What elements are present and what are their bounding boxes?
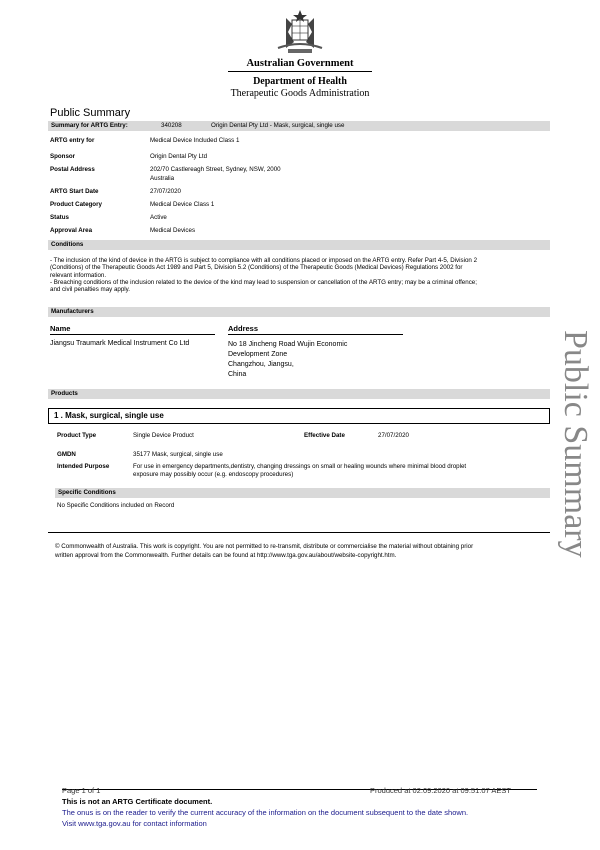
product-title: 1 . Mask, surgical, single use (54, 411, 164, 420)
intended-purpose-label: Intended Purpose (57, 463, 110, 470)
manufacturers-heading: Manufacturers (51, 308, 94, 315)
product-type-value: Single Device Product (133, 432, 194, 439)
agency-name: Therapeutic Goods Administration (230, 88, 370, 99)
conditions-line: (Conditions) of the Therapeutic Goods Act 1989 and Part 5, Division 5.2 (Conditions) of the Therapeutic Goods (Medical Devices) Regulations 2002 for (50, 264, 463, 272)
field-value-postal-address: 202/70 Castlereagh Street, Sydney, NSW, 2000 (150, 166, 281, 173)
purpose-line: exposure may possibly occur (e.g. endoscopy procedures) (133, 471, 294, 478)
field-value-status: Active (150, 214, 167, 221)
address-line: Changzhou, Jiangsu, (228, 361, 294, 368)
field-label-artg-entry-for: ARTG entry for (50, 137, 95, 144)
field-value-sponsor: Origin Dental Pty Ltd (150, 153, 208, 160)
products-bar (48, 389, 550, 399)
section-divider (48, 532, 550, 533)
name-header-underline (50, 334, 215, 335)
government-name: Australian Government (246, 58, 354, 69)
page-number: Page 1 of 1 (62, 786, 101, 795)
field-label-approval-area: Approval Area (50, 227, 93, 234)
manufacturer-name-header: Name (50, 324, 71, 333)
copyright-notice (55, 542, 473, 560)
conditions-bar (48, 240, 550, 250)
purpose-line: For use in emergency departments,dentistry, changing dressings on small or healing wounds where minimal blood droplet (133, 463, 467, 470)
intended-purpose-value (133, 463, 466, 479)
artg-entry-description: Origin Dental Pty Ltd - Mask, surgical, single use (211, 122, 345, 129)
coat-of-arms-logo (268, 8, 332, 56)
field-label-start-date: ARTG Start Date (50, 188, 99, 195)
gmdn-value: 35177 Mask, surgical, single use (133, 451, 223, 458)
address-line: No 18 Jincheng Road Wujin Economic (228, 341, 348, 348)
field-value-artg-entry-for: Medical Device Included Class 1 (150, 137, 240, 144)
side-watermark-text: Public Summary (557, 330, 594, 558)
conditions-text (50, 257, 550, 293)
field-value-product-category: Medical Device Class 1 (150, 201, 215, 208)
field-label-product-category: Product Category (50, 201, 102, 208)
summary-label: Summary for ARTG Entry: (51, 122, 128, 129)
conditions-line: - The inclusion of the kind of device in the ARTG is subject to compliance with all conditions placed or imposed on the ARTG entry. Refer Part 4-5, Division 2 (50, 257, 478, 264)
conditions-line: and civil penalties may apply. (50, 286, 131, 294)
summary-bar (48, 121, 550, 131)
gmdn-label: GMDN (57, 451, 76, 458)
department-name: Department of Health (253, 76, 347, 87)
product-title-box (48, 408, 550, 424)
page-title: Public Summary (50, 107, 131, 119)
effective-date-value: 27/07/2020 (378, 432, 409, 439)
product-type-label: Product Type (57, 432, 97, 439)
specific-conditions-value: No Specific Conditions included on Record (57, 502, 175, 509)
header-divider (228, 71, 372, 72)
address-line: China (228, 371, 247, 378)
specific-conditions-bar (55, 488, 550, 498)
field-value-start-date: 27/07/2020 (150, 188, 181, 195)
manufacturer-address-header: Address (228, 324, 259, 333)
field-value-postal-country: Australia (150, 175, 175, 182)
effective-date-label: Effective Date (304, 432, 345, 439)
field-value-approval-area: Medical Devices (150, 227, 196, 234)
conditions-line: - Breaching conditions of the inclusion related to the device of the kind may lead to suspension or cancellation of the ARTG entry; may be a criminal offence; (50, 278, 477, 286)
artg-entry-number: 340208 (161, 122, 182, 129)
address-line: Development Zone (228, 351, 288, 358)
contact-info: Visit www.tga.gov.au for contact information (62, 819, 207, 828)
conditions-heading: Conditions (51, 241, 84, 248)
products-heading: Products (51, 390, 78, 397)
produced-timestamp: Produced at 02.09.2020 at 09:51:07 AEST (370, 786, 511, 795)
conditions-line: relevant information. (50, 271, 107, 279)
field-label-postal-address: Postal Address (50, 166, 95, 173)
not-certificate-notice: This is not an ARTG Certificate document. (62, 797, 213, 806)
manufacturer-name: Jiangsu Traumark Medical Instrument Co Ltd (50, 340, 190, 347)
field-label-status: Status (50, 214, 69, 221)
onus-notice: The onus is on the reader to verify the current accuracy of the information on the document subsequent to the date shown. (62, 808, 469, 817)
specific-conditions-heading: Specific Conditions (58, 489, 116, 496)
copyright-line: © Commonwealth of Australia. This work is copyright. You are not permitted to re-transmit, distribute or commercialise the material without obtaining prior (55, 543, 474, 550)
address-header-underline (228, 334, 403, 335)
field-label-sponsor: Sponsor (50, 153, 76, 160)
manufacturer-address (228, 340, 347, 380)
copyright-line: written approval from the Commonwealth. Further details can be found at http://www.tga.gov.au/about/website-copyright.htm. (55, 552, 397, 559)
manufacturers-bar (48, 307, 550, 317)
